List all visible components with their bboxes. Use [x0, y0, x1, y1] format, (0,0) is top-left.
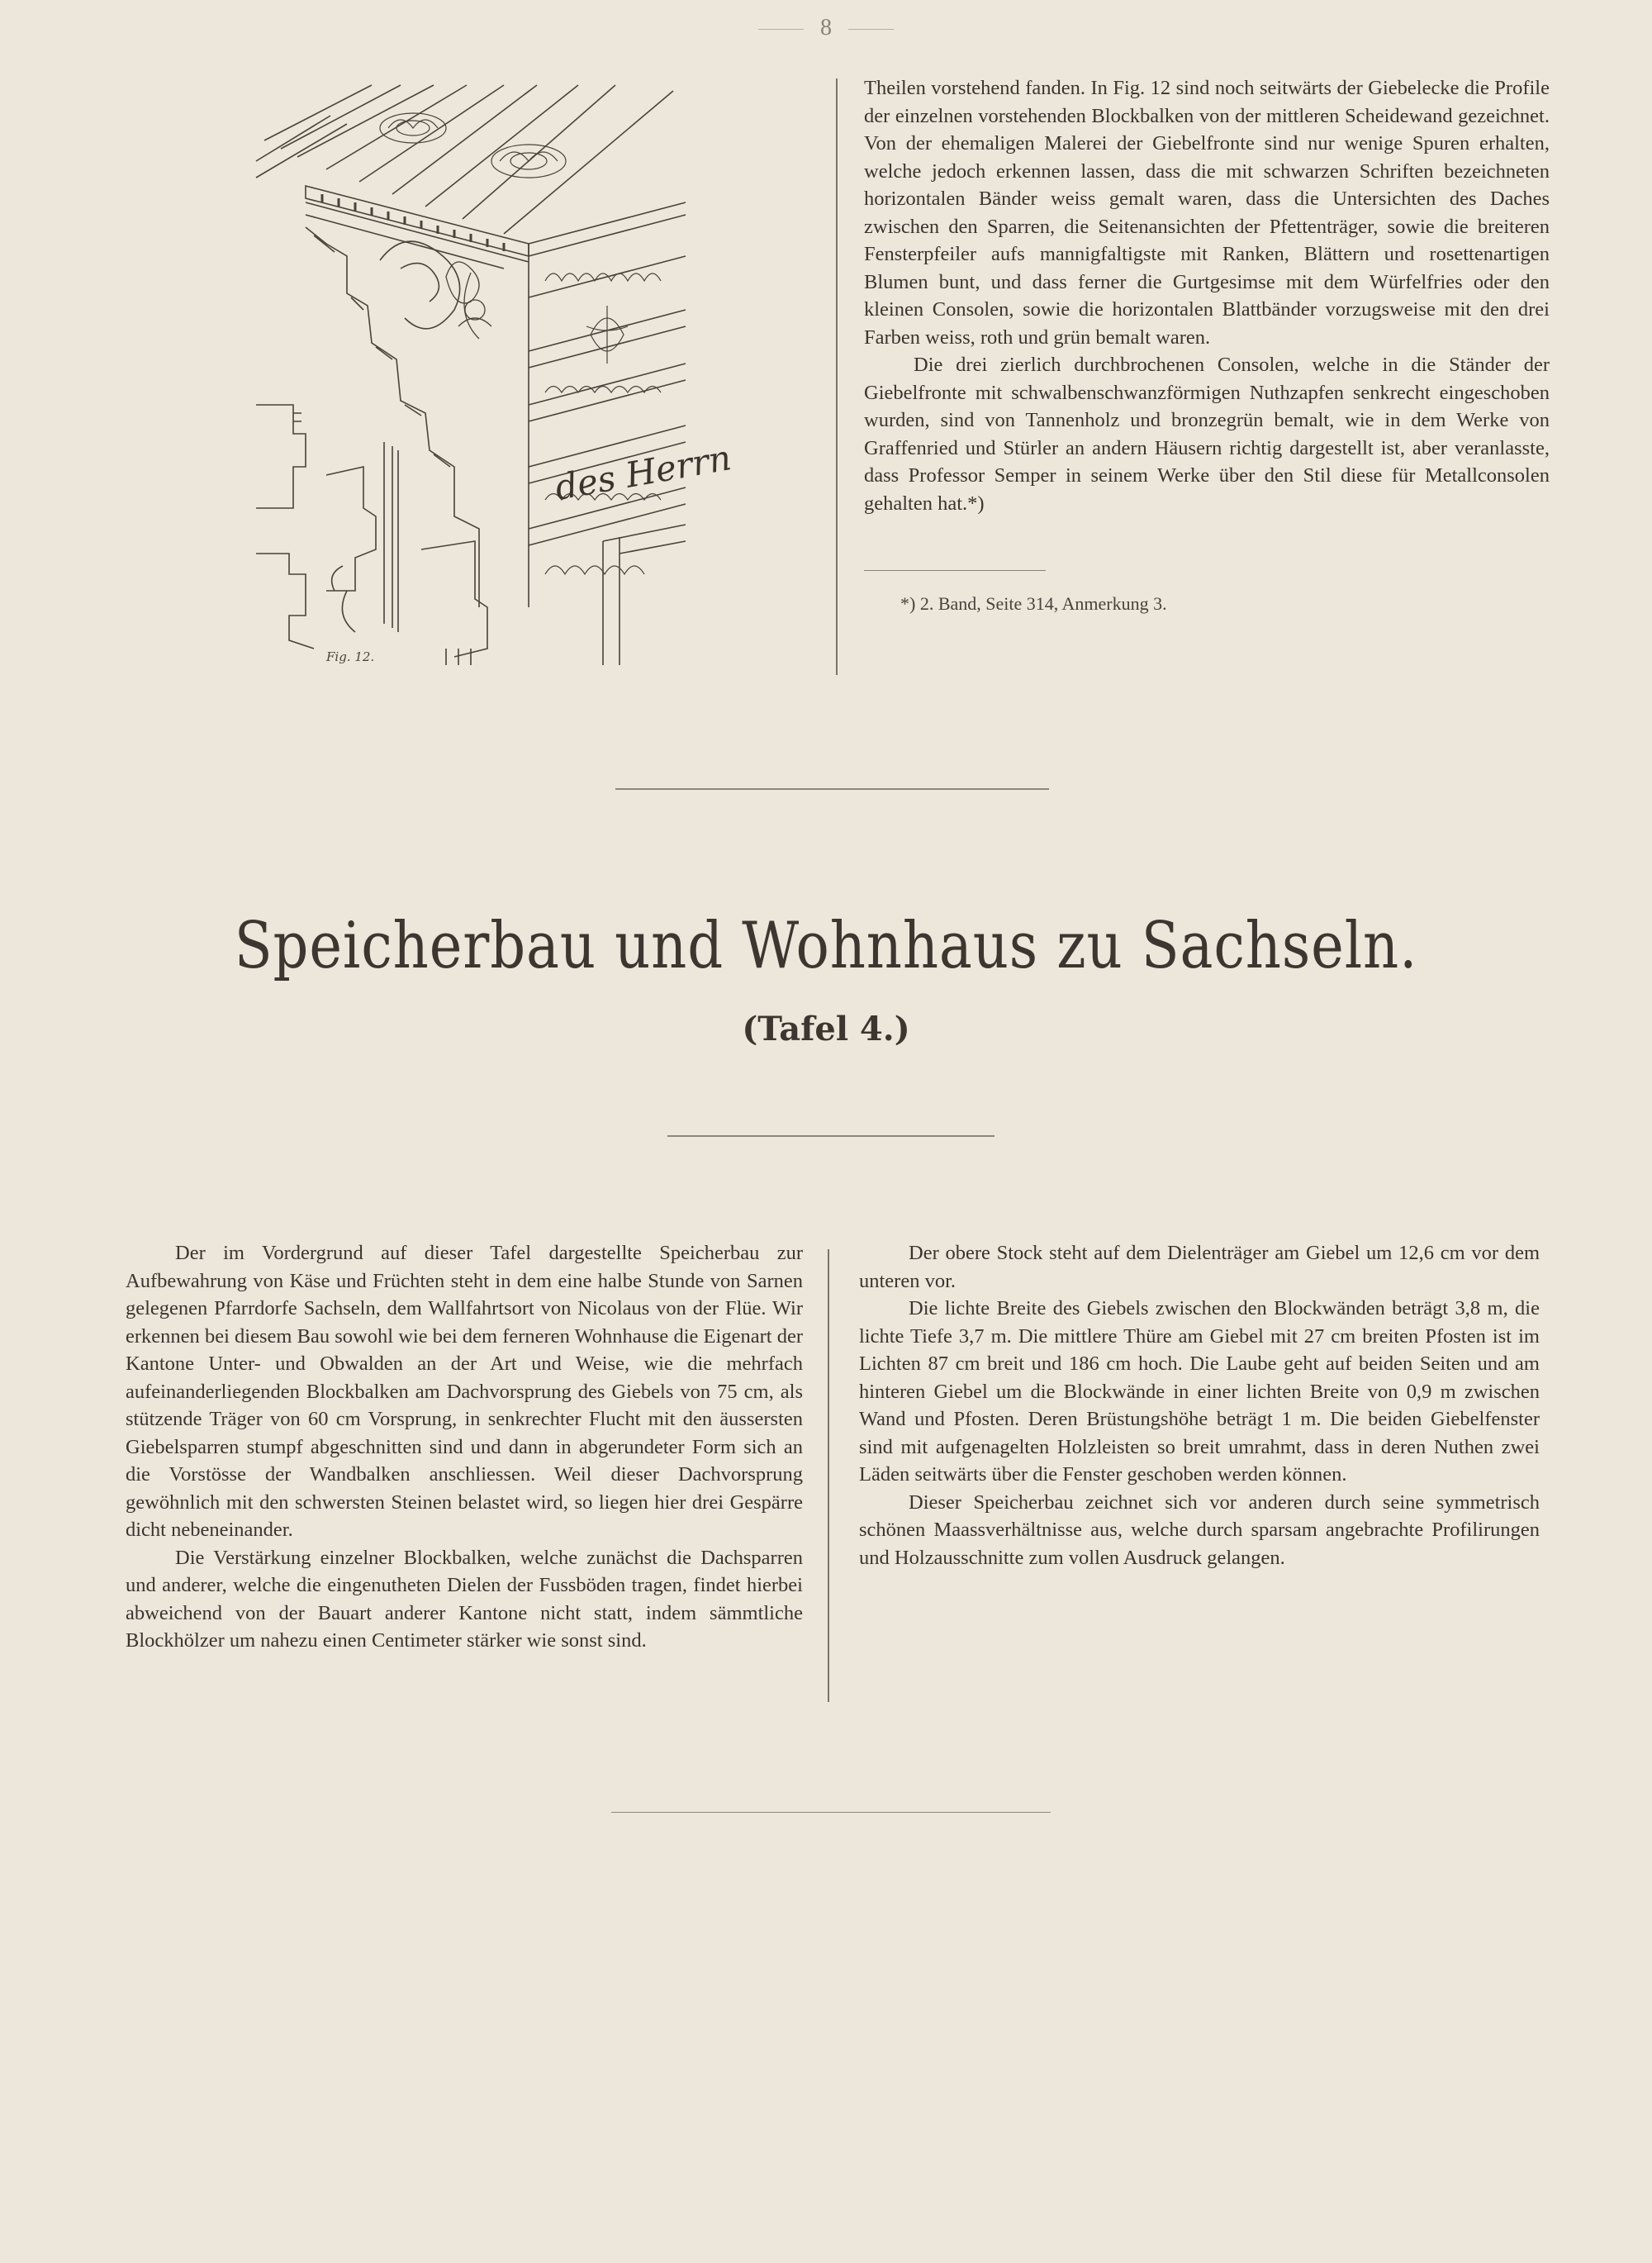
- figure-12-engraving: [256, 78, 734, 665]
- top-right-text-column: [864, 74, 1550, 517]
- bottom-right-text-column: [859, 1239, 1540, 1571]
- title-underline: [667, 1135, 995, 1137]
- paragraph: Theilen vorstehend fanden. In Fig. 12 sind noch seitwärts der Giebelecke die Profile der einzelnen vorstehenden Blockbalken von der mittleren Scheidewand gezeichnet. Von der ehemaligen Malerei der Giebelfronte sind nur wenige Spuren erhalten, welche jedoch erkennen lassen, dass die mit schwarzen Schriften bezeichneten horizontalen Bänder weiss gemalt waren, dass die Untersichten des Daches zwischen den Sparren, die Seitenansichten der Pfettenträger, sowie die breiteren Fensterpfeiler aufs mannigfaltigste mit Ranken, Blättern und rosettenartigen Blumen bunt, und dass ferner die Gurtgesimse mit dem Würfelfries oder den kleinen Consolen, sowie die horizontalen Blattbänder vorzugsweise mit den drei Farben weiss, roth und grün bemalt waren.: [864, 77, 1550, 349]
- section-divider-bottom: [611, 1812, 1051, 1813]
- page-number-dash-right: [848, 29, 894, 30]
- paragraph: Der obere Stock steht auf dem Dielenträger am Giebel um 12,6 cm vor dem unteren vor.: [859, 1242, 1540, 1292]
- paragraph: Die drei zierlich durchbrochenen Consolen, welche in die Ständer der Giebelfronte mit schwalbenschwanzförmigen Nuthzapfen senkrecht eingeschoben wurden, sind von Tannenholz und bronzegrün bemalt, wie in dem Werke von Graffenried und Stürler an andern Häusern richtig dargestellt ist, aber veranlasste, dass Professor Semper in seinem Werke über den Stil diese für Metallconsolen gehalten hat.*): [864, 354, 1550, 515]
- page-number-dash-left: [758, 29, 804, 30]
- paragraph: Die lichte Breite des Giebels zwischen den Blockwänden beträgt 3,8 m, die lichte Tiefe 3,7 m. Die mittlere Thüre am Giebel mit 27 cm breiten Pfosten ist im Lichten 87 cm breit und 186 cm hoch. Die Laube geht auf beiden Seiten und am hinteren Giebel um die Blockwände in einer lichten Breite von 0,9 m zwischen Wand und Pfosten. Deren Brüstungshöhe beträgt 1 m. Die beiden Giebelfenster sind mit aufgenagelten Holzleisten so breit umrahmt, dass in deren Nuthen zwei Läden seitwärts über die Fenster geschoben werden können.: [859, 1297, 1540, 1486]
- column-divider-top: [836, 78, 838, 675]
- section-subtitle: (Tafel 4.): [742, 1010, 910, 1048]
- footnote: *) 2. Band, Seite 314, Anmerkung 3.: [900, 593, 1167, 614]
- page-number: 8: [0, 15, 1652, 41]
- column-divider-bottom: [828, 1249, 829, 1702]
- engraving-illustration: [256, 78, 734, 665]
- footnote-rule: [864, 570, 1046, 571]
- figure-caption: Fig. 12.: [326, 649, 375, 664]
- section-divider-top: [615, 788, 1049, 790]
- paragraph: Der im Vordergrund auf dieser Tafel dargestellte Speicherbau zur Aufbewahrung von Käse und Früchten steht in dem eine halbe Stunde von Sarnen gelegenen Pfarrdorfe Sachseln, dem Wallfahrtsort von Nicolaus von der Flüe. Wir erkennen bei diesem Bau sowohl wie bei dem ferneren Wohnhause die Eigenart der Kantone Unter- und Obwalden an der Art und Weise, wie die mehrfach aufeinanderliegenden Blockbalken am Dachvorsprung des Giebels von 75 cm, als stützende Träger von 60 cm Vorsprung, in senkrechter Flucht mit den äussersten Giebelsparren stumpf abgeschnitten sind und dann in abgerundeter Form sich an die Vorstösse der Wandbalken anschliessen. Weil dieser Dachvorsprung gewöhnlich mit den schwersten Steinen belastet wird, so liegen hier drei Gespärre dicht nebeneinander.: [126, 1242, 803, 1541]
- section-title: Speicherbau und Wohnhaus zu Sachseln.: [234, 909, 1418, 983]
- paragraph: Dieser Speicherbau zeichnet sich vor anderen durch seine symmetrisch schönen Maassverhältnisse aus, welche durch sparsam angebrachte Profilirungen und Holzausschnitte zum vollen Ausdruck gelangen.: [859, 1490, 1540, 1569]
- bottom-left-text-column: [126, 1239, 803, 1655]
- figure-inscription: des Herrn: [552, 437, 734, 508]
- paragraph: Die Verstärkung einzelner Blockbalken, welche zunächst die Dachsparren und anderer, welche die eingenutheten Dielen der Fussböden tragen, findet hierbei abweichend von der Bauart anderer Kantone nicht statt, indem sämmtliche Blockhölzer um nahezu einen Centimeter stärker wie sonst sind.: [126, 1546, 803, 1652]
